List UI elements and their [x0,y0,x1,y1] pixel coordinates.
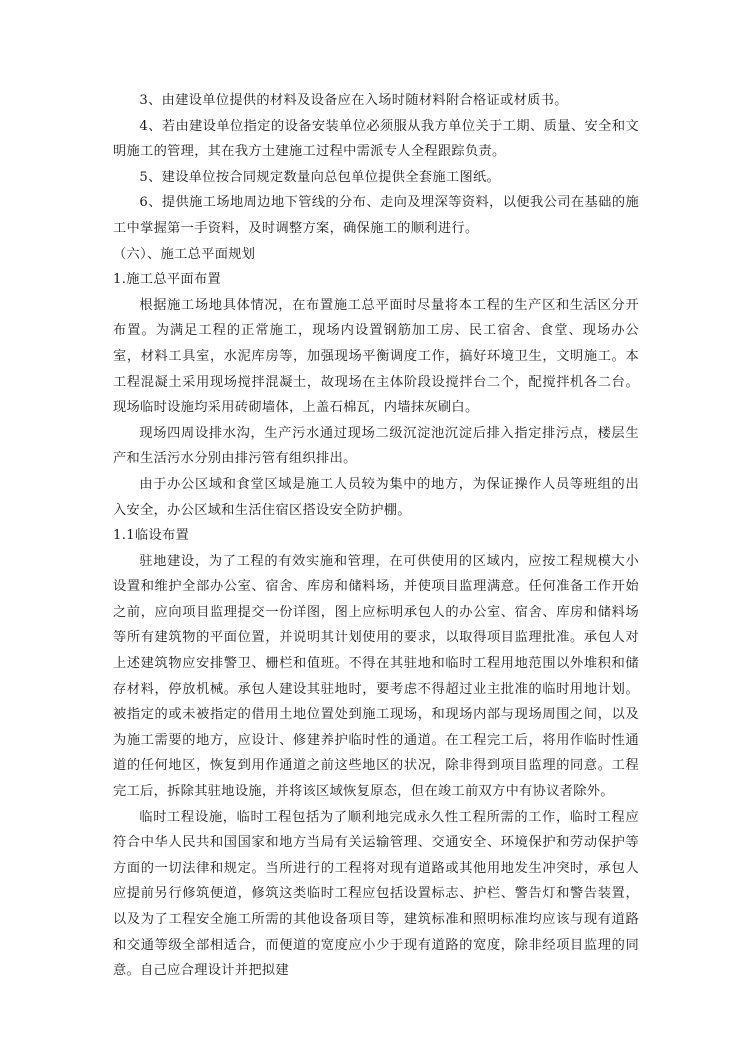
paragraph: 由于办公区域和食堂区域是施工人员较为集中的地方，为保证操作人员等班组的出入安全，办公区域和生活住宿区搭设安全防护棚。 [113,476,639,518]
list-item: 4、若由建设单位指定的设备安装单位必须服从我方单位关于工期、质量、安全和文明施工的管理，其在我方土建施工过程中需派专人全程跟踪负责。 [113,118,639,160]
document-body [113,88,639,984]
subsection-heading: 1.施工总平面布置 [113,272,222,288]
list-item: 3、由建设单位提供的材料及设备应在入场时随材料附合格证或材质书。 [139,93,568,108]
paragraph: 驻地建设，为了工程的有效实施和管理，在可供使用的区域内，应按工程规模大小设置和维护全部办公室、宿舍、库房和储料场，并使项目监理满意。任何准备工作开始之前，应向项目监理提交一份详图，图上应标明承包人的办公室、宿舍、库房和储料场等所有建筑物的平面位置，并说明其计划使用的要求，以取得项目监理批准。承包人对上述建筑物应安排警卫、栅栏和值班。不得在其驻地和临时工程用地范围以外堆积和储存材料，停放机械。承包人建设其驻地时，要考虑不得超过业主批准的临时用地计划。被指定的或未被指定的借用土地位置处到施工现场，和现场内部与现场周围之间，以及为施工需要的地方，应设计、修建养护临时性的通道。在工程完工后，将用作临时性通道的任何地区，恢复到用作通道之前这些地区的状况，除非得到项目监理的同意。工程完工后，拆除其驻地设施，并将该区域恢复原态，但在竣工前双方中有协议者除外。 [113,553,639,800]
paragraph: 根据施工场地具体情况，在布置施工总平面时尽量将本工程的生产区和生活区分开布置。为满足工程的正常施工，现场内设置钢筋加工房、民工宿舍、食堂、现场办公室，材料工具室，水泥库房等，加强现场平衡调度工作，搞好环境卫生，文明施工。本工程混凝土采用现场搅拌混凝土，故现场在主体阶段设搅拌台二个，配搅拌机各二台。现场临时设施均采用砖砌墙体，上盖石棉瓦，内墙抹灰刷白。 [113,297,639,416]
subsection-heading: 1.1临设布置 [113,528,190,544]
paragraph: 临时工程设施，临时工程包括为了顺利地完成永久性工程所需的工作，临时工程应符合中华人民共和国国家和地方当局有关运输管理、交通安全、环境保护和劳动保护等方面的一切法律和规定。当所进行的工程将对现有道路或其他用地发生冲突时，承包人应提前另行修筑便道，修筑这类临时工程应包括设置标志、护栏、警告灯和警告装置，以及为了工程安全施工所需的其他设备项目等，建筑标准和照明标准均应该与现有道路和交通等级全部相适合，而便道的宽度应小少于现有道路的宽度，除非经项目监理的同意。自己应合理设计并把拟建 [113,809,639,979]
section-heading: （六）、施工总平面规划 [113,246,256,262]
list-item: 6、提供施工场地周边地下管线的分布、走向及埋深等资料，以便我公司在基础的施工中掌握第一手资料，及时调整方案，确保施工的顺利进行。 [113,195,639,236]
paragraph: 现场四周设排水沟，生产污水通过现场二级沉淀池沉淀后排入指定排污点，楼层生产和生活污水分别由排污管有组织排出。 [113,425,639,467]
list-item: 5、建设单位按合同规定数量向总包单位提供全套施工图纸。 [139,169,501,185]
